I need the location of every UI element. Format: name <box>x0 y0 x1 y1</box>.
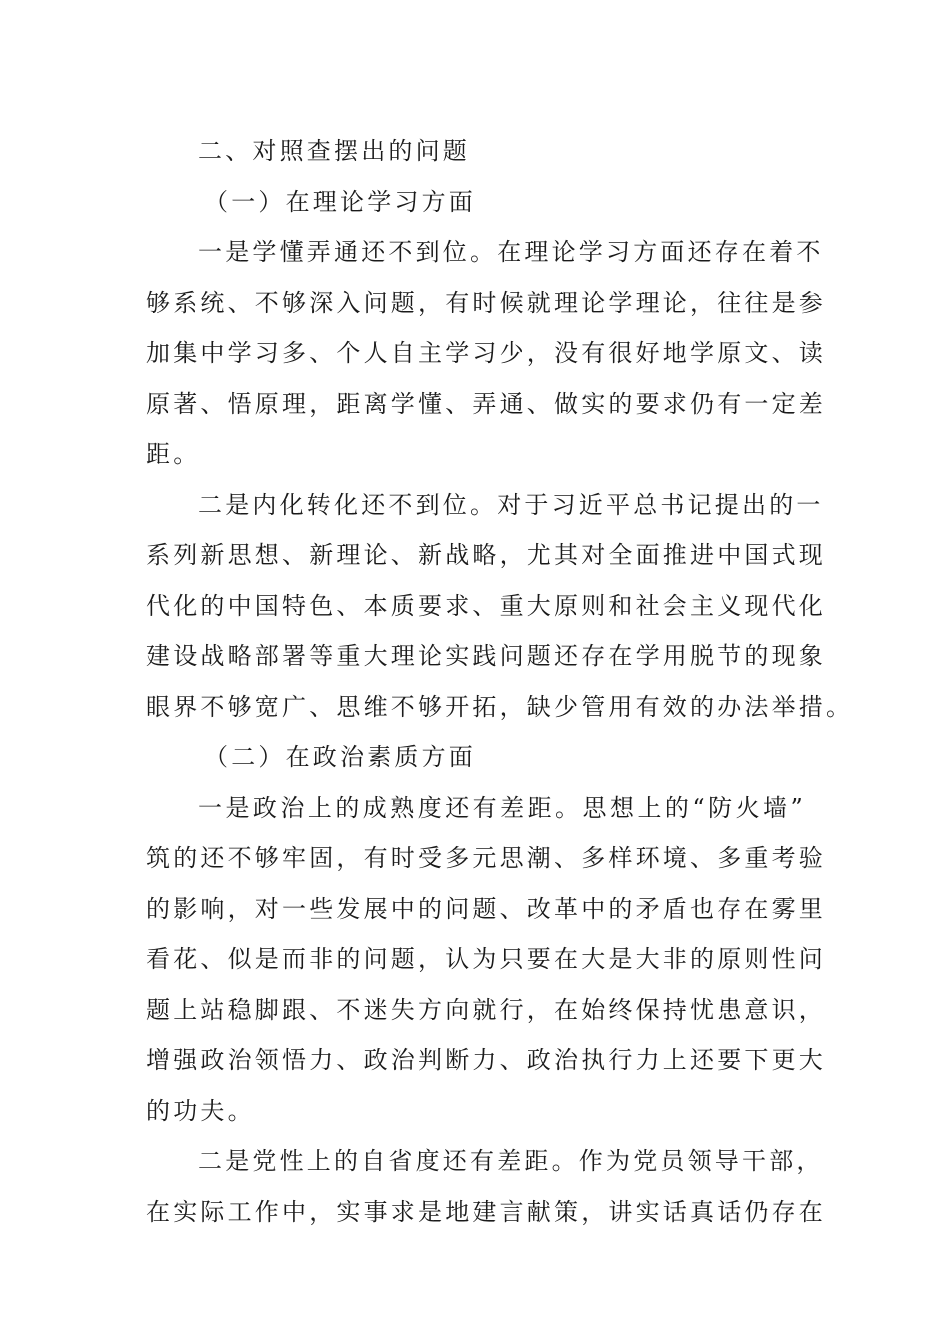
paragraph-line: 在实际工作中，实事求是地建言献策，讲实话真话仍存在 <box>146 1197 826 1226</box>
paragraph-line: 一是政治上的成熟度还有差距。思想上的“防火墙” <box>198 793 806 822</box>
paragraph-line: 二是党性上的自省度还有差距。作为党员领导干部， <box>198 1147 824 1175</box>
document-body <box>146 126 854 1237</box>
subsection-title-political-quality: （二）在政治素质方面 <box>204 743 476 771</box>
paragraph-political-point-2 <box>146 1136 826 1237</box>
paragraph-line: 加集中学习多、个人自主学习少，没有很好地学原文、读 <box>146 339 826 367</box>
paragraph-line: 眼界不够宽广、思维不够开拓，缺少管用有效的办法举措。 <box>146 692 854 721</box>
paragraph-theory-point-2 <box>146 480 854 733</box>
paragraph-line: 一是学懂弄通还不到位。在理论学习方面还存在着不 <box>198 238 824 266</box>
paragraph-line: 系列新思想、新理论、新战略，尤其对全面推进中国式现 <box>146 541 826 569</box>
paragraph-line: 筑的还不够牢固，有时受多元思潮、多样环境、多重考验 <box>146 844 826 872</box>
subsection-title-theory-study: （一）在理论学习方面 <box>204 187 476 216</box>
paragraph-line: 够系统、不够深入问题，有时候就理论学理论，往往是参 <box>146 288 826 317</box>
section-heading: 二、对照查摆出的问题 <box>198 137 470 165</box>
paragraph-theory-point-1 <box>146 227 826 480</box>
paragraph-line: 原著、悟原理，距离学懂、弄通、做实的要求仍有一定差 <box>146 389 826 418</box>
paragraph-line: 建设战略部署等重大理论实践问题还存在学用脱节的现象 <box>146 642 826 670</box>
paragraph-line: 二是内化转化还不到位。对于习近平总书记提出的一 <box>198 490 824 519</box>
paragraph-line: 题上站稳脚跟、不迷失方向就行，在始终保持忧患意识， <box>146 995 826 1024</box>
paragraph-line: 代化的中国特色、本质要求、重大原则和社会主义现代化 <box>146 591 826 620</box>
paragraph-line: 增强政治领悟力、政治判断力、政治执行力上还要下更大 <box>146 1046 826 1074</box>
paragraph-line: 看花、似是而非的问题，认为只要在大是大非的原则性问 <box>146 945 826 973</box>
paragraph-line: 距。 <box>146 440 201 468</box>
paragraph-line: 的功夫。 <box>146 1096 255 1125</box>
paragraph-political-point-1 <box>146 783 826 1137</box>
paragraph-line: 的影响，对一些发展中的问题、改革中的矛盾也存在雾里 <box>146 894 826 923</box>
